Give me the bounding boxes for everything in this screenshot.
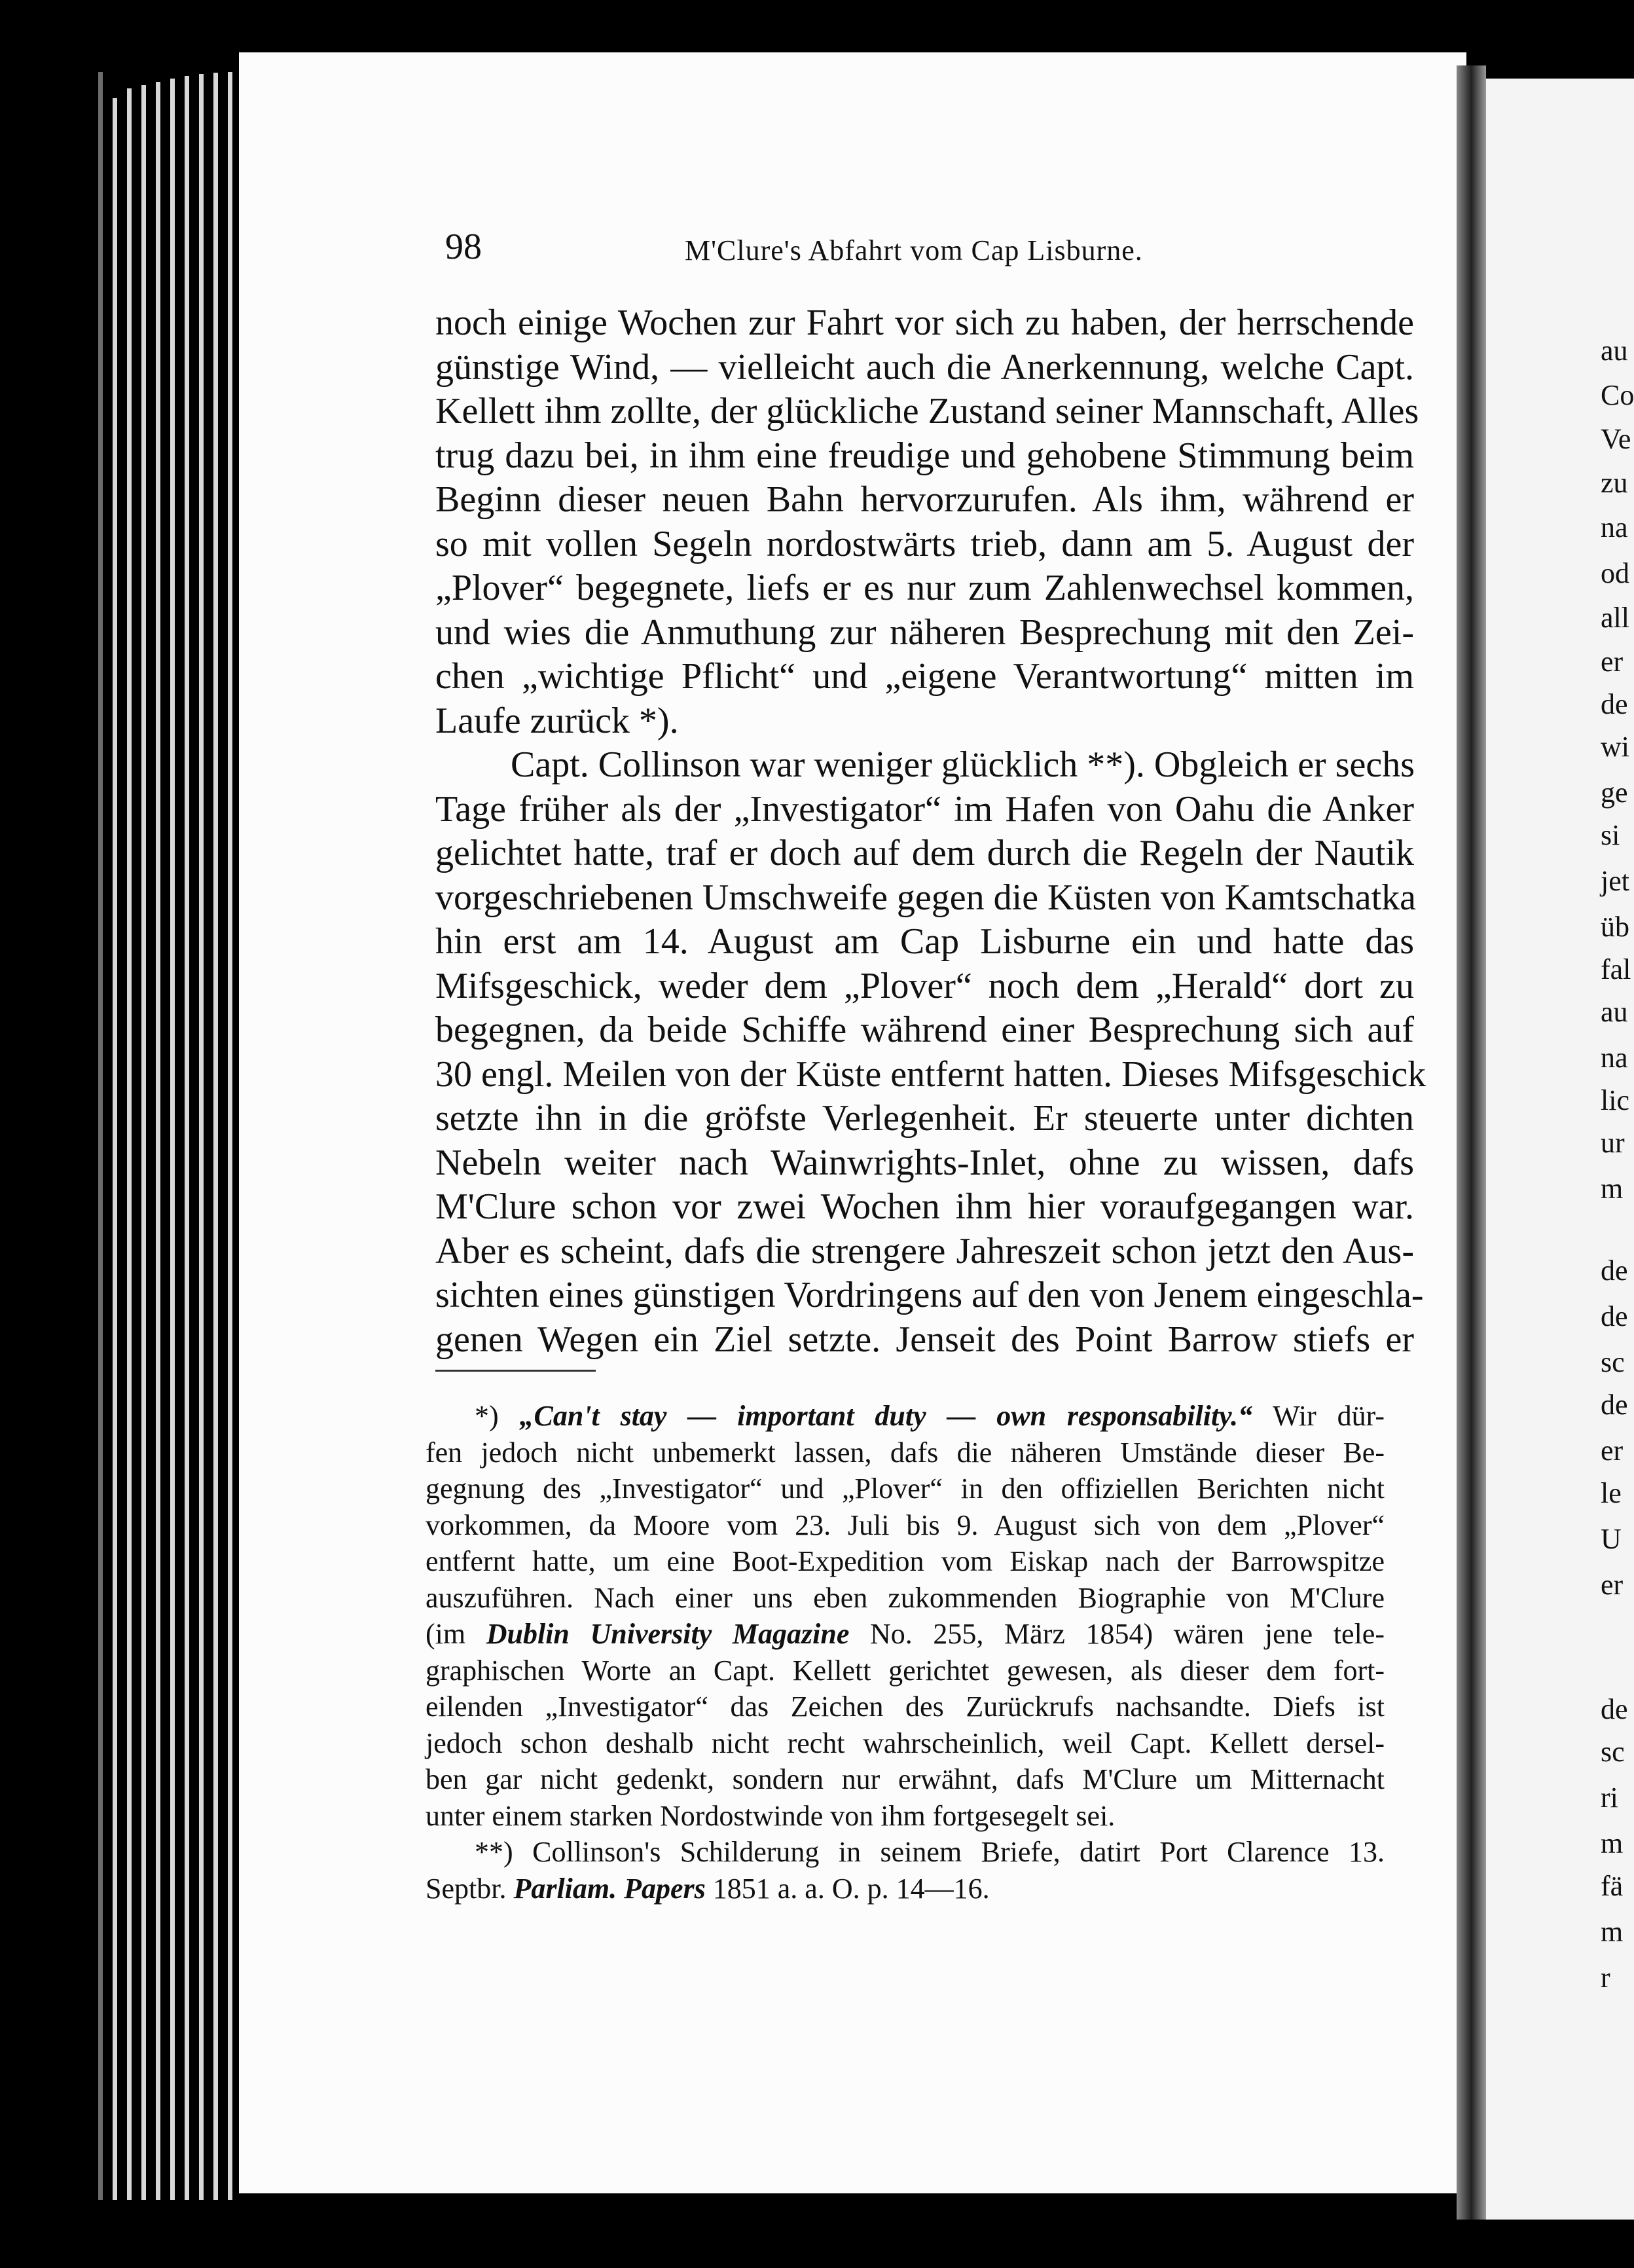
facing-page-fragment: er: [1601, 646, 1624, 678]
text-line: genen Wegen ein Ziel setzte. Jenseit des Point Barrow stiefs er: [435, 1319, 1414, 1360]
gutter-shadow: [1457, 65, 1486, 2220]
facing-page-fragment: de: [1601, 1389, 1628, 1421]
text-line: Capt. Collinson war weniger glücklich **). Obgleich er sechs: [511, 744, 1415, 785]
facing-page-fragment: er: [1601, 1569, 1624, 1601]
running-title: M'Clure's Abfahrt vom Cap Lisburne.: [685, 234, 1143, 266]
facing-page-fragment: de: [1601, 688, 1628, 720]
text-line: noch einige Wochen zur Fahrt vor sich zu haben, der herrschende: [435, 302, 1414, 343]
facing-page-fragment: Ve: [1601, 423, 1631, 455]
facing-page-fragment: üb: [1601, 911, 1629, 943]
facing-page-fragment: ge: [1601, 777, 1628, 809]
text-line: und wies die Anmuthung zur näheren Besprechung mit den Zei-: [435, 612, 1414, 653]
facing-page-fragment: fä: [1601, 1870, 1624, 1902]
facing-page-fragment: Co: [1601, 379, 1634, 411]
facing-page-fragment: od: [1601, 557, 1629, 589]
facing-page-fragment: de: [1601, 1693, 1628, 1725]
text-line: setzte ihn in die gröfste Verlegenheit. Er steuerte unter dichten: [435, 1098, 1414, 1139]
text-line: Tage früher als der „Investigator“ im Hafen von Oahu die Anker: [435, 788, 1414, 830]
facing-page-fragment: si: [1601, 819, 1620, 851]
text-line: sichten eines günstigen Vordringens auf den von Jenem eingeschla-: [435, 1275, 1424, 1315]
facing-page-fragment: na: [1601, 511, 1628, 543]
facing-page-fragment: sc: [1601, 1346, 1625, 1378]
text-line: Kellett ihm zollte, der glückliche Zustand seiner Mannschaft, Alles: [435, 391, 1419, 431]
facing-page-fragment: fal: [1601, 953, 1631, 985]
text-line: „Plover“ begegnete, liefs er es nur zum Zahlenwechsel kommen,: [435, 568, 1414, 608]
facing-page-fragment: er: [1601, 1435, 1624, 1467]
footnote-line: ben gar nicht gedenkt, sondern nur erwähnt, dafs M'Clure um Mitternacht: [426, 1763, 1385, 1795]
running-head: [445, 226, 1185, 272]
facing-page-fragment: zu: [1601, 467, 1628, 499]
facing-page-fragment: m: [1601, 1916, 1624, 1948]
facing-page-fragment: na: [1601, 1042, 1628, 1074]
footnote-line: *) „Can't stay — important duty — own responsability.“ Wir dür-: [475, 1400, 1385, 1432]
text-line: 30 engl. Meilen von der Küste entfernt hatten. Dieses Mifsgeschick: [435, 1053, 1426, 1095]
facing-page-fragment: au: [1601, 996, 1628, 1028]
text-line: trug dazu bei, in ihm eine freudige und gehobene Stimmung beim: [435, 435, 1414, 476]
page-number: 98: [445, 227, 482, 267]
facing-page-fragment: m: [1601, 1827, 1624, 1859]
text-line: gelichtet hatte, traf er doch auf dem durch die Regeln der Nautik: [435, 833, 1414, 873]
magazine-title: Dublin University Magazine: [486, 1618, 850, 1650]
paragraph-1: [435, 301, 1419, 743]
text-line: vorgeschriebenen Umschweife gegen die Küsten von Kamtschatka: [435, 877, 1417, 918]
facing-page-fragment: jet: [1601, 865, 1629, 897]
text-line: Aber es scheint, dafs die strengere Jahreszeit schon jetzt den Aus-: [435, 1230, 1414, 1271]
paragraph-2: [435, 743, 1426, 1362]
facing-page-fragment: ri: [1601, 1782, 1618, 1814]
facing-page-fragment: ur: [1601, 1127, 1625, 1159]
text-line: hin erst am 14. August am Cap Lisburne ein und hatte das: [435, 921, 1414, 962]
footnote-rule: [435, 1370, 596, 1372]
text-line: so mit vollen Segeln nordostwärts trieb, dann am 5. August der: [435, 523, 1414, 564]
facing-page-fragment: m: [1601, 1173, 1624, 1205]
footnote-line: entfernt hatte, um eine Boot-Expedition vom Eiskap nach der Barrowspitze: [426, 1545, 1385, 1577]
footnote-quote: „Can't stay — important duty — own responsability.“: [519, 1400, 1253, 1432]
source-title: Parliam. Papers: [513, 1872, 706, 1905]
text-line: Laufe zurück *).: [435, 700, 679, 741]
footnote-line: eilenden „Investigator“ das Zeichen des Zurückrufs nachsandte. Diefs ist: [426, 1691, 1385, 1723]
facing-page-fragment: U: [1601, 1523, 1622, 1555]
text-line: M'Clure schon vor zwei Wochen ihm hier voraufgegangen war.: [435, 1186, 1414, 1227]
text-line: Beginn dieser neuen Bahn hervorzurufen. Als ihm, während er: [435, 479, 1414, 520]
facing-page-fragment: de: [1601, 1300, 1628, 1332]
footnote-line: Septbr. Parliam. Papers 1851 a. a. O. p. 14—16.: [426, 1872, 990, 1905]
facing-page-fragment: all: [1601, 602, 1629, 634]
footnote-line: graphischen Worte an Capt. Kellett gerichtet gewesen, als dieser dem fort-: [426, 1654, 1385, 1687]
footnote-line: unter einem starken Nordostwinde von ihm fortgesegelt sei.: [426, 1799, 1116, 1832]
footnote-line: (im Dublin University Magazine No. 255, März 1854) wären jene tele-: [426, 1618, 1385, 1650]
text-line: chen „wichtige Pflicht“ und „eigene Verantwortung“ mitten im: [435, 656, 1414, 697]
facing-page-fragment: lic: [1601, 1084, 1629, 1116]
footnote-2: [426, 1834, 1385, 1907]
footnotes: [426, 1398, 1385, 1907]
page-edges: [98, 72, 249, 2200]
footnote-line: auszuführen. Nach einer uns eben zukommenden Biographie von M'Clure: [426, 1581, 1385, 1614]
facing-page-fragment: le: [1601, 1477, 1622, 1509]
footnote-line: fen jedoch nicht unbemerkt lassen, dafs die näheren Umstände dieser Be-: [426, 1436, 1385, 1469]
text-line: Mifsgeschick, weder dem „Plover“ noch dem „Herald“ dort zu: [435, 965, 1414, 1006]
body-text: [435, 301, 1426, 1362]
facing-page-fragment: sc: [1601, 1736, 1625, 1768]
facing-page-fragment: au: [1601, 335, 1628, 367]
footnote-line: vorkommen, da Moore vom 23. Juli bis 9. August sich von dem „Plover“: [426, 1509, 1385, 1541]
text-line: Nebeln weiter nach Wainwrights-Inlet, ohne zu wissen, dafs: [435, 1142, 1414, 1183]
footnote-line: gegnung des „Investigator“ und „Plover“ in den offiziellen Berichten nicht: [426, 1472, 1385, 1505]
text-line: begegnen, da beide Schiffe während einer Besprechung sich auf: [435, 1010, 1414, 1050]
facing-page-fragment: de: [1601, 1254, 1628, 1287]
facing-page-fragment: wi: [1601, 731, 1629, 763]
footnote-1: [426, 1398, 1385, 1834]
footnote-line: **) Collinson's Schilderung in seinem Briefe, datirt Port Clarence 13.: [475, 1836, 1385, 1868]
footnote-line: jedoch schon deshalb nicht recht wahrscheinlich, weil Capt. Kellett dersel-: [426, 1727, 1385, 1759]
facing-page-fragment: r: [1601, 1962, 1610, 1994]
text-line: günstige Wind, — vielleicht auch die Anerkennung, welche Capt.: [435, 346, 1414, 388]
